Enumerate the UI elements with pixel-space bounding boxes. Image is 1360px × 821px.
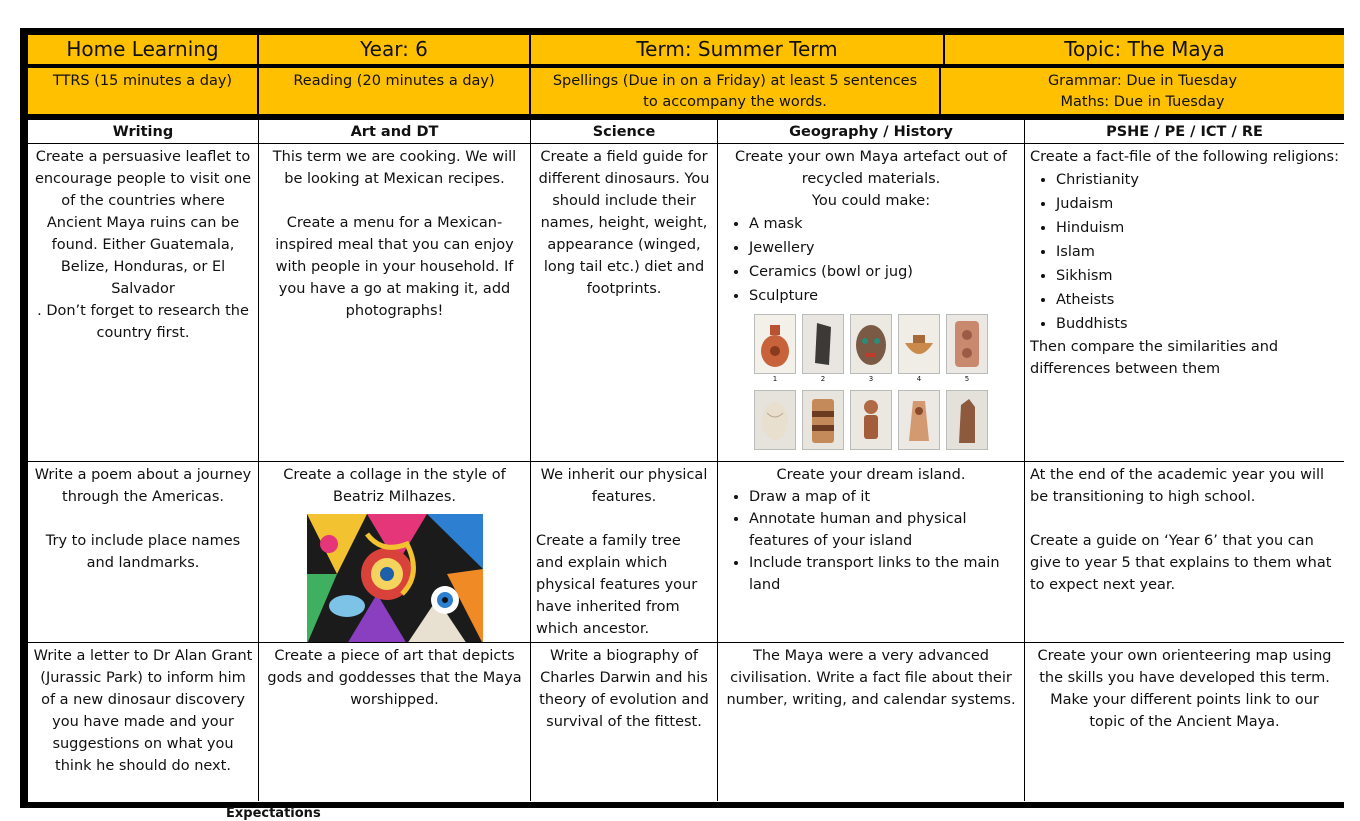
cell-pshe-1 <box>1025 144 1344 462</box>
science-2-p1: We inherit our physical features. <box>540 467 708 505</box>
artefact-blade-image <box>802 314 844 374</box>
list-item: • Sculpture <box>749 284 1019 308</box>
artefact-carving-image <box>946 314 988 374</box>
col-header-writing: Writing <box>28 120 259 144</box>
col-header-art-dt: Art and DT <box>259 120 531 144</box>
geo-1-list <box>723 212 1019 308</box>
writing-1-text-2: . Don’t forget to research the country first. <box>37 303 249 341</box>
artefact-number: 1 <box>772 375 778 383</box>
cell-pshe-2 <box>1025 462 1344 643</box>
cell-art-2 <box>259 462 531 643</box>
geo-2-intro: Create your dream island. <box>776 467 966 483</box>
grammar-due: Grammar: Due in Tuesday <box>1047 73 1238 89</box>
artefact-number: 3 <box>868 375 874 383</box>
artefact-incense-image <box>898 390 940 450</box>
cell-geo-3: The Maya were a very advanced civilisation. Write a fact file about their number, writing, and calendar systems. <box>718 643 1025 801</box>
header-reading: Reading (20 minutes a day) <box>259 68 531 114</box>
artefact-figurine-image <box>850 390 892 450</box>
maths-due: Maths: Due in Tuesday <box>1060 94 1225 110</box>
artefact-number: 2 <box>820 375 826 383</box>
writing-2-p1: Write a poem about a journey through the Americas. <box>34 467 252 505</box>
cell-science-2 <box>531 462 718 643</box>
artefact-mask-image <box>850 314 892 374</box>
activity-grid <box>28 120 1344 802</box>
spellings-line-1: Spellings (Due in on a Friday) at least 5 sentences <box>552 73 918 89</box>
writing-2-p2: Try to include place names and landmarks. <box>45 533 241 571</box>
geo-2-list <box>723 486 1019 596</box>
list-item: • Judaism <box>1056 192 1339 216</box>
spellings-line-2: to accompany the words. <box>643 94 827 110</box>
artefact-number: 4 <box>916 375 922 383</box>
list-item: • Jewellery <box>749 236 1019 260</box>
art-2-text: Create a collage in the style of Beatriz Milhazes. <box>283 467 506 505</box>
pshe-2-p2: Create a guide on ‘Year 6’ that you can give to year 5 that explains to them what to expect next year. <box>1030 533 1332 593</box>
religions-list <box>1030 168 1339 336</box>
col-header-geography-history: Geography / History <box>718 120 1025 144</box>
geo-1-could: You could make: <box>811 193 931 209</box>
col-header-science: Science <box>531 120 718 144</box>
header-spellings <box>531 68 941 114</box>
cell-writing-3: Write a letter to Dr Alan Grant (Jurassic Park) to inform him of a new dinosaur discovery you have made and your suggestions on what you think he should do next. <box>28 643 259 801</box>
list-item: • Christianity <box>1056 168 1339 192</box>
list-item: • Islam <box>1056 240 1339 264</box>
cell-art-3: Create a piece of art that depicts gods and goddesses that the Maya worshipped. <box>259 643 531 801</box>
pshe-1-intro: Create a fact-file of the following religions: <box>1030 149 1339 165</box>
header-row-2 <box>28 68 1344 114</box>
cell-geo-2 <box>718 462 1025 643</box>
list-item: • Draw a map of it <box>749 486 1019 508</box>
header-home-learning: Home Learning <box>28 35 259 64</box>
artefact-statue-image <box>946 390 988 450</box>
list-item: • A mask <box>749 212 1019 236</box>
cell-science-3: Write a biography of Charles Darwin and his theory of evolution and survival of the fittest. <box>531 643 718 801</box>
list-item: • Include transport links to the main land <box>749 552 1019 596</box>
cell-science-1 <box>531 144 718 462</box>
artefact-numbers <box>723 374 1019 384</box>
cell-geo-1 <box>718 144 1025 462</box>
artefact-vase-image <box>802 390 844 450</box>
art-1-p2: Create a menu for a Mexican-inspired meal that you can enjoy with people in your household. If you have a go at making it, add photographs! <box>275 215 514 319</box>
pshe-1-outro: Then compare the similarities and differences between them <box>1030 339 1279 377</box>
geo-1-intro: Create your own Maya artefact out of recycled materials. <box>734 149 1008 187</box>
list-item: • Buddhists <box>1056 312 1339 336</box>
header-grammar-maths <box>941 68 1344 114</box>
list-item: • Annotate human and physical features of your island <box>749 508 1019 552</box>
art-1-p1: This term we are cooking. We will be looking at Mexican recipes. <box>272 149 517 187</box>
artefact-photos-row-1 <box>723 314 1019 374</box>
header-topic: Topic: The Maya <box>1064 37 1225 61</box>
cell-writing-1 <box>28 144 259 462</box>
artefact-number: 5 <box>964 375 970 383</box>
header-ttrs: TTRS (15 minutes a day) <box>28 68 259 114</box>
header-row-1 <box>28 35 1344 64</box>
cell-art-1 <box>259 144 531 462</box>
header-year: Year: 6 <box>259 35 531 64</box>
cell-writing-2 <box>28 462 259 643</box>
list-item: • Sikhism <box>1056 264 1339 288</box>
list-item: • Atheists <box>1056 288 1339 312</box>
artefact-photos-row-2 <box>723 390 1019 450</box>
cell-pshe-3: Create your own orienteering map using the skills you have developed this term. Make your different points link to our topic of the Ancient Maya. <box>1037 648 1332 730</box>
science-2-p2: Create a family tree and explain which physical features your have inherited from which ancestor. <box>536 533 698 637</box>
milhazes-collage-image <box>307 514 483 643</box>
artefact-shell-image <box>754 390 796 450</box>
header-term: Term: Summer Term <box>531 35 945 64</box>
list-item: • Ceramics (bowl or jug) <box>749 260 1019 284</box>
writing-1-text: Create a persuasive leaflet to encourage people to visit one of the countries where Ancient Maya ruins can be found. Either Guatemala, Belize, Honduras, or El Salvador <box>34 149 252 297</box>
science-1-text: Create a field guide for different dinosaurs. You should include their names, height, weight, appearance (winged, long tail etc.) diet and footprints. <box>538 149 710 297</box>
expectations-heading: Expectations <box>226 806 321 821</box>
pshe-2-p1: At the end of the academic year you will be transitioning to high school. <box>1030 467 1325 505</box>
artefact-bowl-image <box>898 314 940 374</box>
artefact-jug-image <box>754 314 796 374</box>
list-item: • Hinduism <box>1056 216 1339 240</box>
col-header-pshe: PSHE / PE / ICT / RE <box>1025 120 1344 144</box>
